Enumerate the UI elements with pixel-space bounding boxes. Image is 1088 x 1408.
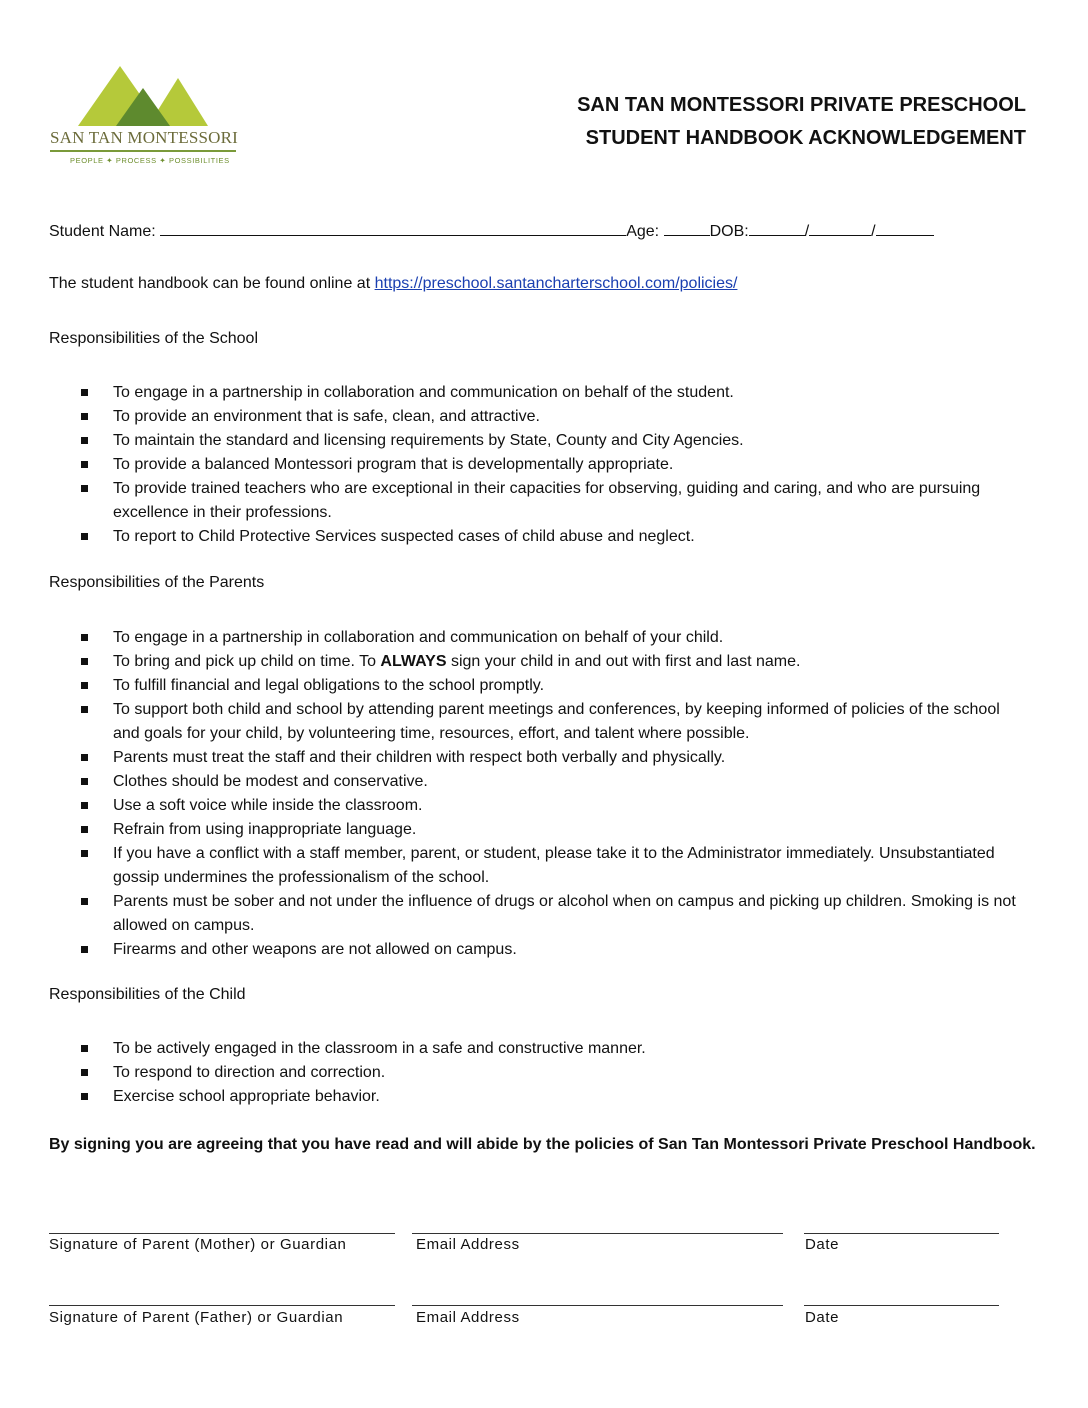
mountain-logo-icon: [48, 64, 240, 126]
father-signature-line[interactable]: [49, 1305, 395, 1306]
list-item: Exercise school appropriate behavior.: [79, 1085, 1029, 1109]
list-item: To respond to direction and correction.: [79, 1061, 1029, 1085]
student-info-row: [49, 218, 934, 241]
father-signature-label: Signature of Parent (Father) or Guardian: [49, 1309, 344, 1326]
list-item: To be actively engaged in the classroom in a safe and constructive manner.: [79, 1037, 1029, 1061]
student-name-label: Student Name:: [49, 223, 156, 240]
handbook-link[interactable]: https://preschool.santancharterschool.com/policies/: [374, 275, 738, 292]
list-item: Use a soft voice while inside the classroom.: [79, 794, 1029, 818]
dob-day-field[interactable]: [809, 218, 871, 236]
dob-year-field[interactable]: [876, 218, 934, 236]
mother-date-label: Date: [805, 1236, 840, 1253]
parent-responsibilities-list: [79, 626, 1029, 962]
dob-label: DOB:: [709, 223, 749, 240]
age-label: Age:: [626, 223, 660, 240]
list-item: Firearms and other weapons are not allowed on campus.: [79, 938, 1029, 962]
logo-tagline: PEOPLE ✦ PROCESS ✦ POSSIBILITIES: [70, 156, 230, 165]
mother-date-line[interactable]: [804, 1233, 999, 1234]
list-item: To support both child and school by attending parent meetings and conferences, by keeping informed of policies of the school and goals for your child, by volunteering time, resources, effort, and talent where possible.: [79, 698, 1029, 746]
list-item: To engage in a partnership in collaboration and communication on behalf of your child.: [79, 626, 1029, 650]
school-responsibilities-list: [79, 381, 1029, 549]
list-item: To provide trained teachers who are exceptional in their capacities for observing, guiding and caring, and who are pursuing excellence in their professions.: [79, 477, 1029, 525]
child-responsibilities-heading: Responsibilities of the Child: [49, 986, 246, 1003]
list-item: To provide an environment that is safe, clean, and attractive.: [79, 405, 1029, 429]
mother-email-label: Email Address: [416, 1236, 520, 1253]
mother-signature-label: Signature of Parent (Mother) or Guardian: [49, 1236, 347, 1253]
list-item: To maintain the standard and licensing requirements by State, County and City Agencies.: [79, 429, 1029, 453]
child-responsibilities-list: [79, 1037, 1029, 1109]
acknowledgement-statement: By signing you are agreeing that you have read and will abide by the policies of San Tan Montessori Private Preschool Handbook.: [49, 1136, 1036, 1153]
document-title-line1: SAN TAN MONTESSORI PRIVATE PRESCHOOL: [577, 94, 1026, 116]
list-item: Parents must be sober and not under the influence of drugs or alcohol when on campus and picking up children. Smoking is not allowed on campus.: [79, 890, 1029, 938]
handbook-intro: [49, 275, 737, 293]
dob-separator: /: [804, 223, 810, 240]
list-item: Clothes should be modest and conservative.: [79, 770, 1029, 794]
list-item: Parents must treat the staff and their children with respect both verbally and physically.: [79, 746, 1029, 770]
school-logo: [48, 64, 240, 170]
mother-signature-line[interactable]: [49, 1233, 395, 1234]
dob-month-field[interactable]: [749, 218, 805, 236]
father-email-line[interactable]: [412, 1305, 783, 1306]
father-email-label: Email Address: [416, 1309, 520, 1326]
list-item: To fulfill financial and legal obligations to the school promptly.: [79, 674, 1029, 698]
school-responsibilities-heading: Responsibilities of the School: [49, 330, 259, 347]
list-item: To provide a balanced Montessori program that is developmentally appropriate.: [79, 453, 1029, 477]
list-item: To bring and pick up child on time. To ALWAYS sign your child in and out with first and last name.: [79, 650, 1029, 674]
list-item: Refrain from using inappropriate language.: [79, 818, 1029, 842]
document-title-line2: STUDENT HANDBOOK ACKNOWLEDGEMENT: [585, 127, 1026, 149]
mother-email-line[interactable]: [412, 1233, 783, 1234]
intro-text: The student handbook can be found online at: [49, 275, 375, 292]
student-name-field[interactable]: [160, 218, 626, 236]
logo-name: SAN TAN MONTESSORI: [50, 128, 239, 147]
list-item: To report to Child Protective Services suspected cases of child abuse and neglect.: [79, 525, 1029, 549]
father-date-line[interactable]: [804, 1305, 999, 1306]
dob-separator: /: [871, 223, 876, 240]
parent-responsibilities-heading: Responsibilities of the Parents: [49, 574, 265, 591]
age-field[interactable]: [664, 218, 710, 236]
list-item: To engage in a partnership in collaboration and communication on behalf of the student.: [79, 381, 1029, 405]
logo-divider: [50, 150, 236, 152]
list-item: If you have a conflict with a staff member, parent, or student, please take it to the Administrator immediately. Unsubstantiated gossip undermines the professionalism of the school.: [79, 842, 1029, 890]
father-date-label: Date: [805, 1309, 840, 1326]
